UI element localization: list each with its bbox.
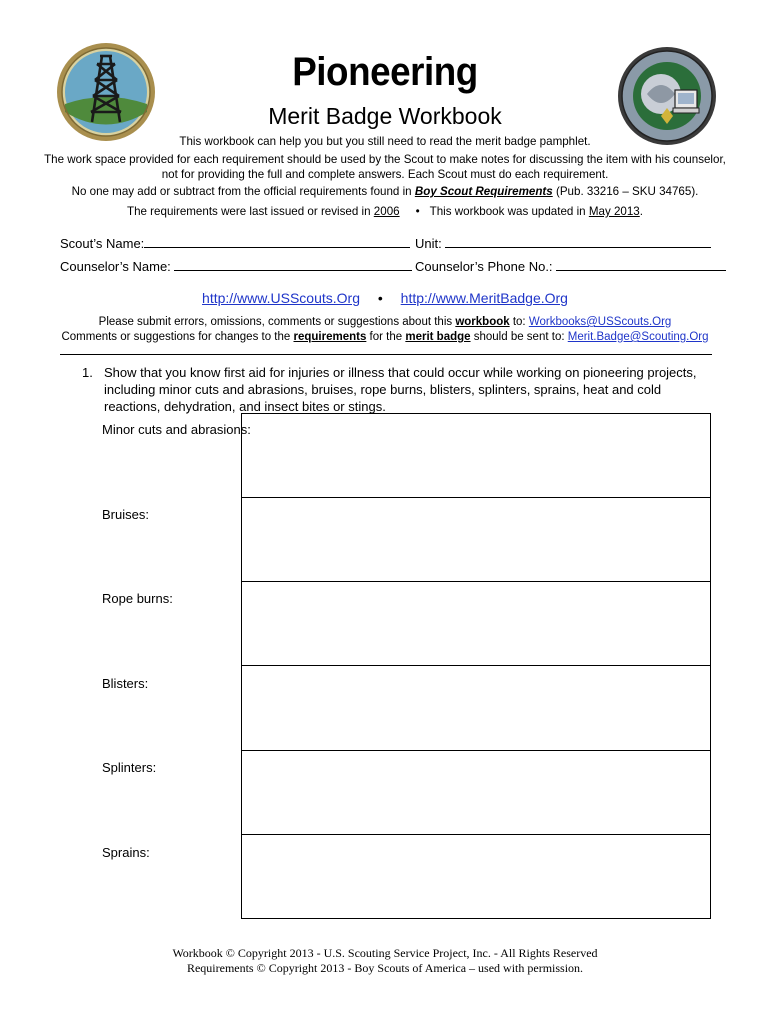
intro-official-requirements — [0, 184, 770, 199]
merit-badge-emphasis: merit badge — [405, 331, 471, 343]
counselor-phone-label: Counselor’s Phone No.: — [415, 259, 553, 274]
label-sprains: Sprains: — [102, 845, 150, 860]
unit-field[interactable] — [415, 235, 711, 251]
submit-req-for: for the — [366, 331, 406, 343]
requirement-text: Show that you know first aid for injuries or illness that could occur while working on pioneering projects, including minor cuts and abrasions, bruises, rope burns, blisters, splinters, sprains, heat and cold reactions, dehydration, and insect bites or stings. — [104, 365, 697, 414]
merit-badge-email-link[interactable]: Merit.Badge@Scouting.Org — [567, 331, 709, 343]
scout-name-label: Scout’s Name: — [60, 236, 145, 251]
intro-official-prefix: No one may add or subtract from the official requirements found in — [71, 185, 415, 198]
intro-workspace-note: The work space provided for each requirement should be used by the Scout to make notes for discussing the item with his counselor, not for providing the full and complete answers. Each Scout must do each requirement. — [44, 153, 726, 181]
updated-suffix: . — [639, 205, 643, 218]
unit-label: Unit: — [415, 236, 442, 251]
requirements-emphasis: requirements — [293, 331, 367, 343]
meritbadge-link[interactable]: http://www.MeritBadge.Org — [400, 290, 568, 306]
label-blisters: Blisters: — [102, 676, 149, 691]
issued-prefix: The requirements were last issued or revised in — [126, 205, 374, 218]
answer-box-blisters[interactable] — [241, 665, 711, 751]
label-splinters: Splinters: — [102, 760, 157, 775]
label-bruises: Bruises: — [102, 507, 149, 522]
answer-box-minor-cuts[interactable] — [241, 413, 711, 498]
unit-line[interactable] — [445, 235, 711, 248]
scout-name-field[interactable] — [60, 235, 410, 251]
submit-req-sent-to: should be sent to: — [470, 331, 568, 343]
website-links — [0, 290, 770, 306]
usscouts-link[interactable]: http://www.USScouts.Org — [202, 290, 360, 306]
requirement-number: 1. — [82, 365, 93, 380]
label-rope-burns: Rope burns: — [102, 591, 173, 606]
footer — [0, 946, 770, 976]
submit-requirements-line — [0, 330, 770, 345]
answer-box-rope-burns[interactable] — [241, 581, 711, 666]
bullet-separator: • — [415, 205, 420, 218]
issued-year: 2006 — [373, 205, 400, 218]
page-subtitle: Merit Badge Workbook — [268, 103, 502, 129]
section-divider — [60, 354, 712, 355]
answer-box-bruises[interactable] — [241, 497, 711, 582]
issue-and-update-line — [0, 204, 770, 219]
counselor-phone-line[interactable] — [556, 258, 726, 271]
submit-workbook-prefix: Please submit errors, omissions, comments or suggestions about this — [98, 316, 456, 328]
updated-date: May 2013 — [588, 205, 640, 218]
submit-workbook-line — [0, 315, 770, 330]
intro-official-suffix: (Pub. 33216 – SKU 34765). — [552, 185, 699, 198]
answer-box-splinters[interactable] — [241, 750, 711, 835]
scout-name-line[interactable] — [144, 235, 410, 248]
updated-prefix: This workbook was updated in — [429, 205, 589, 218]
counselor-name-line[interactable] — [174, 258, 412, 271]
submit-workbook-to: to: — [509, 316, 529, 328]
footer-requirements-copyright: Requirements © Copyright 2013 - Boy Scouts of America – used with permission. — [186, 961, 584, 975]
workbooks-email-link[interactable]: Workbooks@USScouts.Org — [528, 316, 672, 328]
counselor-phone-field[interactable] — [415, 258, 726, 274]
submit-req-prefix: Comments or suggestions for changes to the — [61, 331, 294, 343]
boy-scout-requirements-ref: Boy Scout Requirements — [414, 185, 553, 198]
answer-box-sprains[interactable] — [241, 834, 711, 919]
label-minor-cuts: Minor cuts and abrasions: — [102, 422, 251, 437]
counselor-name-label: Counselor’s Name: — [60, 259, 171, 274]
page-title: Pioneering — [292, 50, 478, 94]
footer-workbook-copyright: Workbook © Copyright 2013 - U.S. Scouting Service Project, Inc. - All Rights Reserved — [172, 946, 598, 960]
intro-pamphlet-note: This workbook can help you but you still need to read the merit badge pamphlet. — [179, 135, 591, 148]
workbook-emphasis: workbook — [455, 316, 510, 328]
link-separator: • — [377, 290, 383, 306]
counselor-name-field[interactable] — [60, 258, 412, 274]
